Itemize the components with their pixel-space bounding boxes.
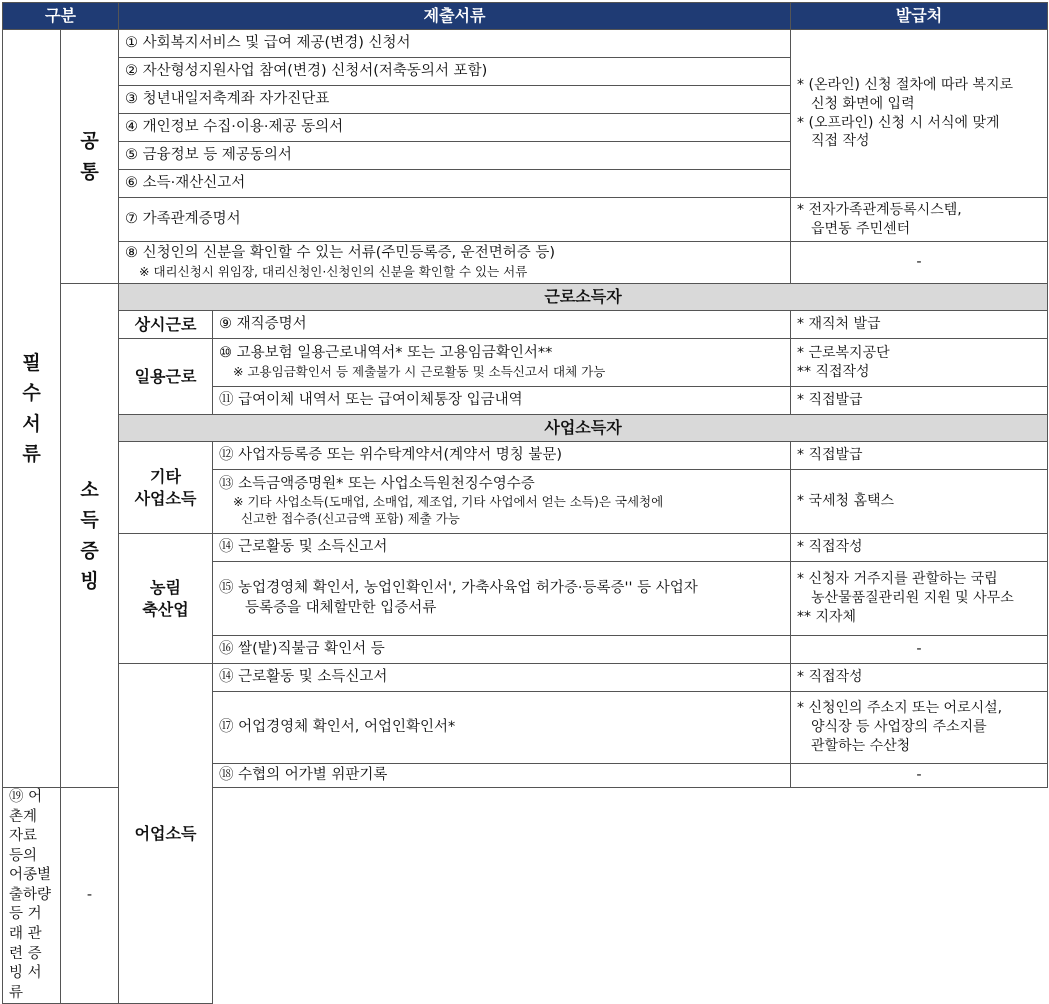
issuer-16: - (791, 636, 1048, 664)
doc-row-9: ⑨ 재직증명서 (213, 311, 791, 339)
doc-row-10-note: ※ 고용임금확인서 등 제출불가 시 근로활동 및 소득신고서 대체 가능 (233, 363, 606, 379)
doc-row-13-note: ※ 기타 사업소득(도매업, 소매업, 제조업, 기타 사업에서 얻는 소득)은 국세청에 신고한 접수증(신고금액 포함) 제출 가능 (233, 494, 664, 527)
issuer-14-farm: * 직접작성 (791, 534, 1048, 562)
header-documents: 제출서류 (119, 3, 791, 30)
doc-row-5: ⑤ 금융정보 등 제공동의서 (119, 142, 791, 170)
doc-row-7: ⑦ 가족관계증명서 (119, 198, 791, 242)
issuer-11: * 직접발급 (791, 387, 1048, 415)
doc-row-6: ⑥ 소득·재산신고서 (119, 170, 791, 198)
doc-row-14-farm: ⑭ 근로활동 및 소득신고서 (213, 534, 791, 562)
issuer-family-cert: * 전자가족관계등록시스템, 읍면동 주민센터 (791, 198, 1048, 242)
issuer-id: - (791, 242, 1048, 284)
doc-row-15: ⑮ 농업경영체 확인서, 농업인확인서', 가축사육업 허가증·등록증'' 등 사업자 등록증을 대체할만한 입증서류 (213, 562, 791, 636)
issuer-9: * 재직처 발급 (791, 311, 1048, 339)
doc-row-17: ⑰ 어업경영체 확인서, 어업인확인서* (213, 692, 791, 764)
common-label: 공 통 (61, 30, 119, 284)
doc-row-19: ⑲ 어촌계 자료 등의 어종별 출하량 등 거래 관련 증빙 서류 (3, 788, 61, 1004)
doc-row-1: ① 사회복지서비스 및 급여 제공(변경) 신청서 (119, 30, 791, 58)
doc-row-10: ⑩ 고용보험 일용근로내역서* 또는 고용임금확인서** ※ 고용임금확인서 등 제출불가 시 근로활동 및 소득신고서 대체 가능 (213, 339, 791, 387)
label-farm: 농림 축산업 (119, 534, 213, 664)
main-category-label: 필 수 서 류 (3, 30, 61, 788)
issuer-19: - (61, 788, 119, 1004)
doc-row-11: ⑪ 급여이체 내역서 또는 급여이체통장 입금내역 (213, 387, 791, 415)
issuer-online-offline: * (온라인) 신청 절차에 따라 복지로 신청 화면에 입력 * (오프라인) 신청 시 서식에 맞게 직접 작성 (791, 30, 1048, 198)
issuer-14-fish: * 직접작성 (791, 664, 1048, 692)
doc-row-8-note: ※ 대리신청시 위임장, 대리신청인·신청인의 신분을 확인할 수 있는 서류 (139, 263, 528, 279)
issuer-10: * 근로복지공단 ** 직접작성 (791, 339, 1048, 387)
band-business-income: 사업소득자 (119, 415, 1048, 442)
doc-row-8: ⑧ 신청인의 신분을 확인할 수 있는 서류(주민등록증, 운전면허증 등) ※ 대리신청시 위임장, 대리신청인·신청인의 신분을 확인할 수 있는 서류 (119, 242, 791, 284)
doc-row-14-fish: ⑭ 근로활동 및 소득신고서 (213, 664, 791, 692)
doc-row-2: ② 자산형성지원사업 참여(변경) 신청서(저축동의서 포함) (119, 58, 791, 86)
header-category: 구분 (3, 3, 119, 30)
label-regular-work: 상시근로 (119, 311, 213, 339)
issuer-18: - (791, 764, 1048, 788)
income-proof-label: 소 득 증 빙 (61, 284, 119, 788)
doc-row-18: ⑱ 수협의 어가별 위판기록 (213, 764, 791, 788)
doc-row-4: ④ 개인정보 수집·이용·제공 동의서 (119, 114, 791, 142)
band-work-income: 근로소득자 (119, 284, 1048, 311)
doc-row-3: ③ 청년내일저축계좌 자가진단표 (119, 86, 791, 114)
issuer-17: * 신청인의 주소지 또는 어로시설, 양식장 등 사업장의 주소지를 관할하는 수산청 (791, 692, 1048, 764)
issuer-13: * 국세청 홈택스 (791, 470, 1048, 534)
label-fishery: 어업소득 (119, 664, 213, 1004)
doc-row-12: ⑫ 사업자등록증 또는 위수탁계약서(계약서 명칭 불문) (213, 442, 791, 470)
label-daily-work: 일용근로 (119, 339, 213, 415)
issuer-12: * 직접발급 (791, 442, 1048, 470)
header-row (3, 3, 1048, 30)
doc-row-13: ⑬ 소득금액증명원* 또는 사업소득원천징수영수증 ※ 기타 사업소득(도매업, 소매업, 제조업, 기타 사업에서 얻는 소득)은 국세청에 신고한 접수증(신고금액 포함) 제출 가능 (213, 470, 791, 534)
document-table (2, 2, 1048, 1004)
label-other-business: 기타 사업소득 (119, 442, 213, 534)
doc-row-16: ⑯ 쌀(밭)직불금 확인서 등 (213, 636, 791, 664)
header-issuer: 발급처 (791, 3, 1048, 30)
issuer-15: * 신청자 거주지를 관할하는 국립 농산물품질관리원 지원 및 사무소 ** 지자체 (791, 562, 1048, 636)
